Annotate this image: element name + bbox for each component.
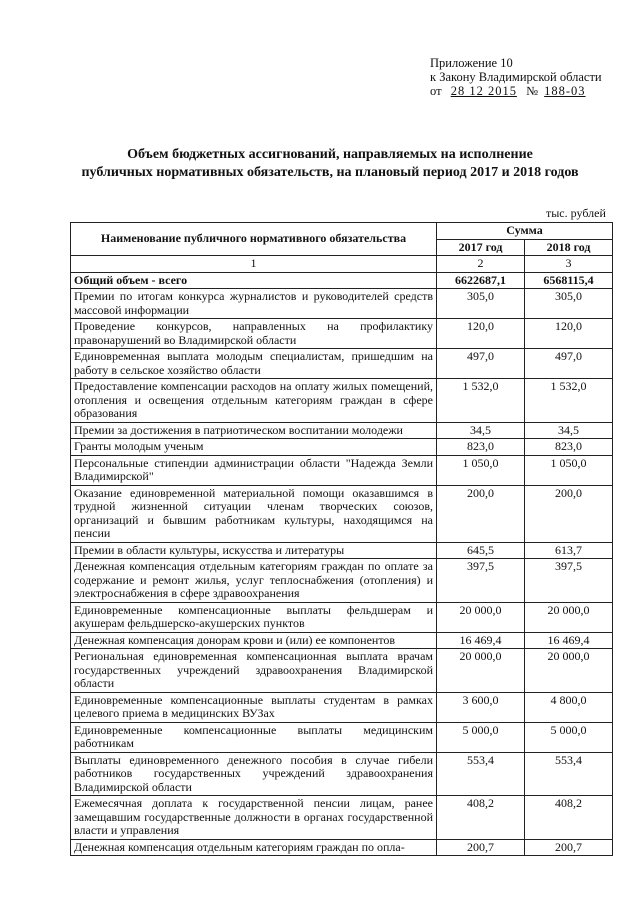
- index-3: 3: [525, 256, 613, 273]
- row-name: Проведение конкурсов, направленных на профилактику правонарушений во Владимирской области: [71, 319, 437, 349]
- row-name: Единовременные компенсационные выплаты медицинским работникам: [71, 722, 437, 752]
- row-2018: 305,0: [525, 289, 613, 319]
- table-row: [71, 349, 613, 379]
- table-row: [71, 455, 613, 485]
- table-row: [71, 319, 613, 349]
- row-2017: 497,0: [437, 349, 525, 379]
- row-2017: 200,7: [437, 839, 525, 856]
- table-row: [71, 422, 613, 439]
- index-2: 2: [437, 256, 525, 273]
- row-2018: 20 000,0: [525, 649, 613, 693]
- table-row: [71, 439, 613, 456]
- index-1: 1: [71, 256, 437, 273]
- row-name: Единовременные компенсационные выплаты фельдшерам и акушерам фельдшерско-акушерских пунктов: [71, 602, 437, 632]
- header-name: Наименование публичного нормативного обязательства: [71, 223, 437, 256]
- table-row: [71, 692, 613, 722]
- row-2018: 397,5: [525, 559, 613, 603]
- row-name: Единовременные компенсационные выплаты студентам в рамках целевого приема в медицинских ВУЗах: [71, 692, 437, 722]
- table-row: [71, 379, 613, 423]
- row-2017: 823,0: [437, 439, 525, 456]
- row-name: Персональные стипендии администрации области "Надежда Земли Владимирской": [71, 455, 437, 485]
- row-name: Предоставление компенсации расходов на оплату жилых помещений, отопления и освещения отдельным категориям граждан в сфере образования: [71, 379, 437, 423]
- row-2017: 120,0: [437, 319, 525, 349]
- table-row: [71, 559, 613, 603]
- row-name: Премии за достижения в патриотическом воспитании молодежи: [71, 422, 437, 439]
- row-2018: 823,0: [525, 439, 613, 456]
- row-2017: 408,2: [437, 796, 525, 840]
- row-2017: 20 000,0: [437, 602, 525, 632]
- units-label: тыс. рублей: [546, 206, 606, 220]
- number-prefix: №: [526, 84, 538, 98]
- row-2018: 200,7: [525, 839, 613, 856]
- row-2017: 3 600,0: [437, 692, 525, 722]
- row-name: Денежная компенсация отдельным категориям граждан по оплате за содержание и ремонт жилья, услуг теплоснабжения (отопления) и электроснабжения в сфере здравоохранения: [71, 559, 437, 603]
- row-2018: 497,0: [525, 349, 613, 379]
- row-2018: 408,2: [525, 796, 613, 840]
- row-2018: 20 000,0: [525, 602, 613, 632]
- row-2018: 16 469,4: [525, 632, 613, 649]
- title-line-2: публичных нормативных обязательств, на плановый период 2017 и 2018 годов: [81, 165, 579, 180]
- row-2017: 553,4: [437, 752, 525, 796]
- header-2018: 2018 год: [525, 239, 613, 256]
- row-name: Региональная единовременная компенсационная выплата врачам государственных учреждений здравоохранения Владимирской области: [71, 649, 437, 693]
- total-2017: 6622687,1: [437, 272, 525, 289]
- row-name: Единовременная выплата молодым специалистам, пришедшим на работу в сельское хозяйство области: [71, 349, 437, 379]
- row-name: Ежемесячная доплата к государственной пенсии лицам, ранее замещавшим государственные должности в органах государственной власти и управления: [71, 796, 437, 840]
- table-row: [71, 602, 613, 632]
- law-date: 28 12 2015: [450, 84, 517, 98]
- row-2017: 200,0: [437, 485, 525, 542]
- table-row: [71, 289, 613, 319]
- appendix-line-1: Приложение 10: [430, 56, 513, 70]
- table-row: [71, 485, 613, 542]
- row-2017: 1 050,0: [437, 455, 525, 485]
- header-2017: 2017 год: [437, 239, 525, 256]
- table-row: [71, 752, 613, 796]
- header-sum: Сумма: [437, 223, 613, 240]
- total-row: [71, 272, 613, 289]
- row-name: Денежная компенсация отдельным категориям граждан по опла-: [71, 839, 437, 856]
- appendix-block: [430, 56, 602, 98]
- table-row: [71, 839, 613, 856]
- row-name: Премии в области культуры, искусства и литературы: [71, 542, 437, 559]
- table-row: [71, 796, 613, 840]
- row-2018: 613,7: [525, 542, 613, 559]
- appendix-date-line: [430, 84, 602, 98]
- law-number: 188-03: [544, 84, 586, 98]
- row-2018: 1 532,0: [525, 379, 613, 423]
- date-prefix: от: [430, 84, 442, 98]
- table-row: [71, 722, 613, 752]
- document-title: [40, 146, 620, 182]
- row-2017: 20 000,0: [437, 649, 525, 693]
- row-2017: 645,5: [437, 542, 525, 559]
- row-name: Оказание единовременной материальной помощи оказавшимся в трудной жизненной ситуации членам творческих союзов, организаций и бывшим работникам культуры, находящимся на пенсии: [71, 485, 437, 542]
- row-name: Премии по итогам конкурса журналистов и руководителей средств массовой информации: [71, 289, 437, 319]
- row-name: Денежная компенсация донорам крови и (или) ее компонентов: [71, 632, 437, 649]
- total-2018: 6568115,4: [525, 272, 613, 289]
- row-2017: 305,0: [437, 289, 525, 319]
- row-name: Гранты молодым ученым: [71, 439, 437, 456]
- total-label: Общий объем - всего: [71, 272, 437, 289]
- row-name: Выплаты единовременного денежного пособия в случае гибели работников государственных учреждений здравоохранения Владимирской области: [71, 752, 437, 796]
- title-line-1: Объем бюджетных ассигнований, направляемых на исполнение: [127, 147, 533, 162]
- table-row: [71, 542, 613, 559]
- appendix-line-2: к Закону Владимирской области: [430, 70, 602, 84]
- row-2017: 34,5: [437, 422, 525, 439]
- table-row: [71, 632, 613, 649]
- row-2017: 16 469,4: [437, 632, 525, 649]
- row-2018: 34,5: [525, 422, 613, 439]
- row-2017: 5 000,0: [437, 722, 525, 752]
- row-2017: 1 532,0: [437, 379, 525, 423]
- row-2018: 120,0: [525, 319, 613, 349]
- budget-table: [70, 222, 613, 856]
- row-2018: 4 800,0: [525, 692, 613, 722]
- row-2018: 5 000,0: [525, 722, 613, 752]
- row-2017: 397,5: [437, 559, 525, 603]
- row-2018: 1 050,0: [525, 455, 613, 485]
- table-row: [71, 649, 613, 693]
- row-2018: 200,0: [525, 485, 613, 542]
- row-2018: 553,4: [525, 752, 613, 796]
